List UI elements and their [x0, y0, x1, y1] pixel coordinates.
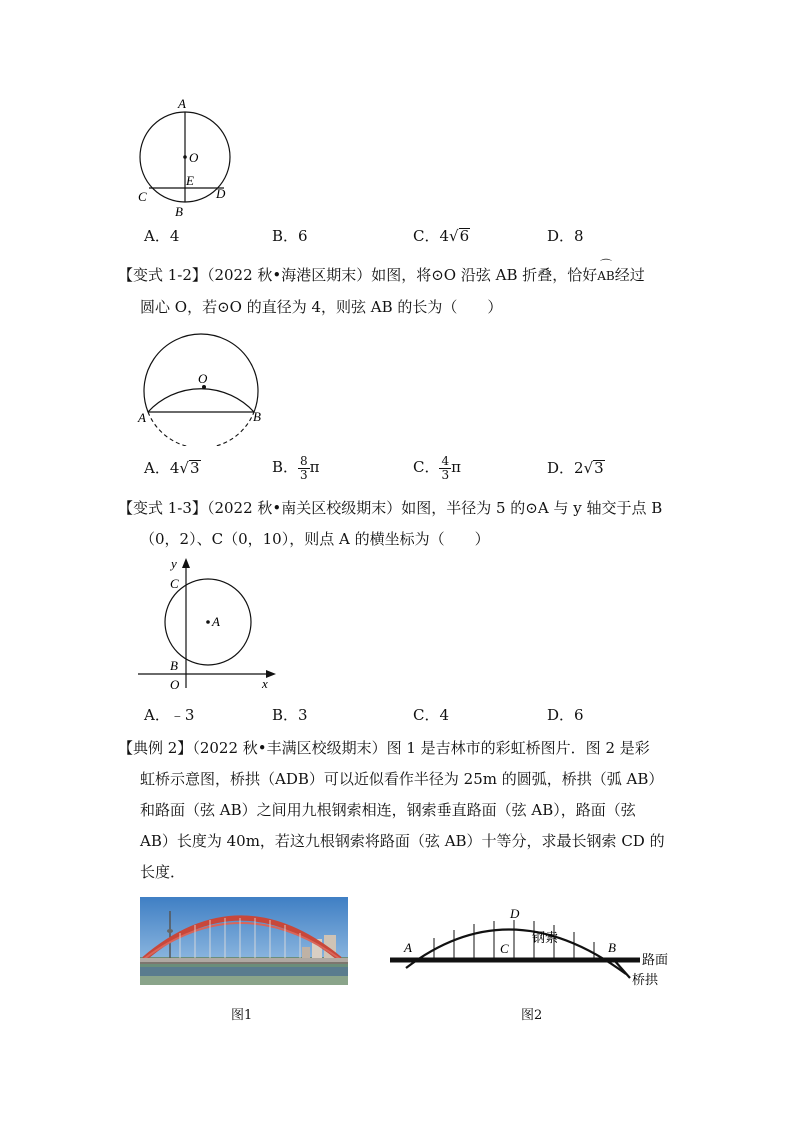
ex2-line5: 长度． — [140, 863, 186, 881]
q2-option-a: A．4√3 — [144, 459, 200, 477]
q3-tag: 【变式 1-3】 — [118, 499, 207, 517]
q3-option-d: D．6 — [547, 706, 584, 724]
label-B: B — [253, 409, 261, 424]
bridge-photo — [140, 897, 348, 985]
figure-coordinate-circle — [130, 552, 290, 694]
q2-line2: 圆心 O，若⊙O 的直径为 4，则弦 AB 的长为（ ） — [140, 298, 503, 316]
label-O: O — [198, 371, 208, 386]
label-O: O — [189, 150, 199, 165]
caption-figure-2: 图2 — [521, 1008, 543, 1023]
q1-option-a: A．4 — [144, 227, 180, 245]
bridge-diagram — [386, 902, 676, 992]
q3-option-c: C．4 — [413, 706, 450, 724]
q1-option-c: C．4√6 — [413, 227, 470, 245]
label-y: y — [171, 556, 177, 571]
q2-option-d: D．2√3 — [547, 459, 604, 477]
label-D: D — [216, 186, 226, 201]
label-C: C — [170, 576, 179, 591]
q2-option-b: B． $\frac{8}{3}$ π — [272, 453, 320, 482]
label-E: E — [186, 173, 194, 188]
label-A: A — [178, 96, 186, 111]
ex2-line1: 【典例 2】（2022 秋•丰满区校级期末）图 1 是吉林市的彩虹桥图片．图 2 是彩 — [118, 739, 650, 757]
label-O: O — [170, 677, 180, 692]
ex2-line2: 虹桥示意图，桥拱（ADB）可以近似看作半径为 25m 的圆弧，桥拱（弧 AB） — [140, 770, 664, 788]
figure-circle-chord — [128, 92, 248, 222]
q3-line1: 【变式 1-3】（2022 秋•南关区校级期末）如图，半径为 5 的⊙A 与 y 轴交于点 B — [118, 499, 663, 517]
q1-option-b: B．6 — [272, 227, 308, 245]
q2-tag: 【变式 1-2】 — [118, 266, 207, 284]
label-arch: 桥拱 — [632, 972, 659, 987]
q2-option-c: C． $\frac{4}{3}$ π — [413, 453, 461, 482]
q3-option-a: A．﹣3 — [144, 706, 195, 724]
label-C: C — [500, 941, 509, 956]
label-road: 路面 — [642, 952, 669, 967]
arc-ab: ⌒ AB — [597, 258, 615, 283]
label-A: A — [138, 410, 146, 425]
label-A: A — [404, 940, 412, 955]
label-D: D — [510, 906, 520, 921]
q1-option-d: D．8 — [547, 227, 584, 245]
q2-line1: 【变式 1-2】（2022 秋•海港区期末）如图，将⊙O 沿弦 AB 折叠，恰好 ⌒ AB经过 — [118, 258, 645, 284]
label-B: B — [170, 658, 178, 673]
label-A: A — [212, 614, 220, 629]
q3-line2: （0，2）、C（0，10），则点 A 的横坐标为（ ） — [140, 530, 490, 548]
ex2-line4: AB）长度为 40m，若这九根钢索将路面（弦 AB）十等分，求最长钢索 CD 的 — [140, 832, 665, 850]
figure-folded-circle — [132, 326, 272, 446]
ex2-tag: 【典例 2】 — [118, 739, 193, 757]
label-B: B — [175, 204, 183, 219]
label-B: B — [608, 940, 616, 955]
q3-option-b: B．3 — [272, 706, 308, 724]
caption-figure-1: 图1 — [231, 1008, 253, 1023]
ex2-line3: 和路面（弦 AB）之间用九根钢索相连，钢索垂直路面（弦 AB），路面（弦 — [140, 801, 636, 819]
label-cable: 钢索 — [532, 930, 559, 945]
label-C: C — [138, 189, 147, 204]
label-x: x — [262, 676, 268, 691]
